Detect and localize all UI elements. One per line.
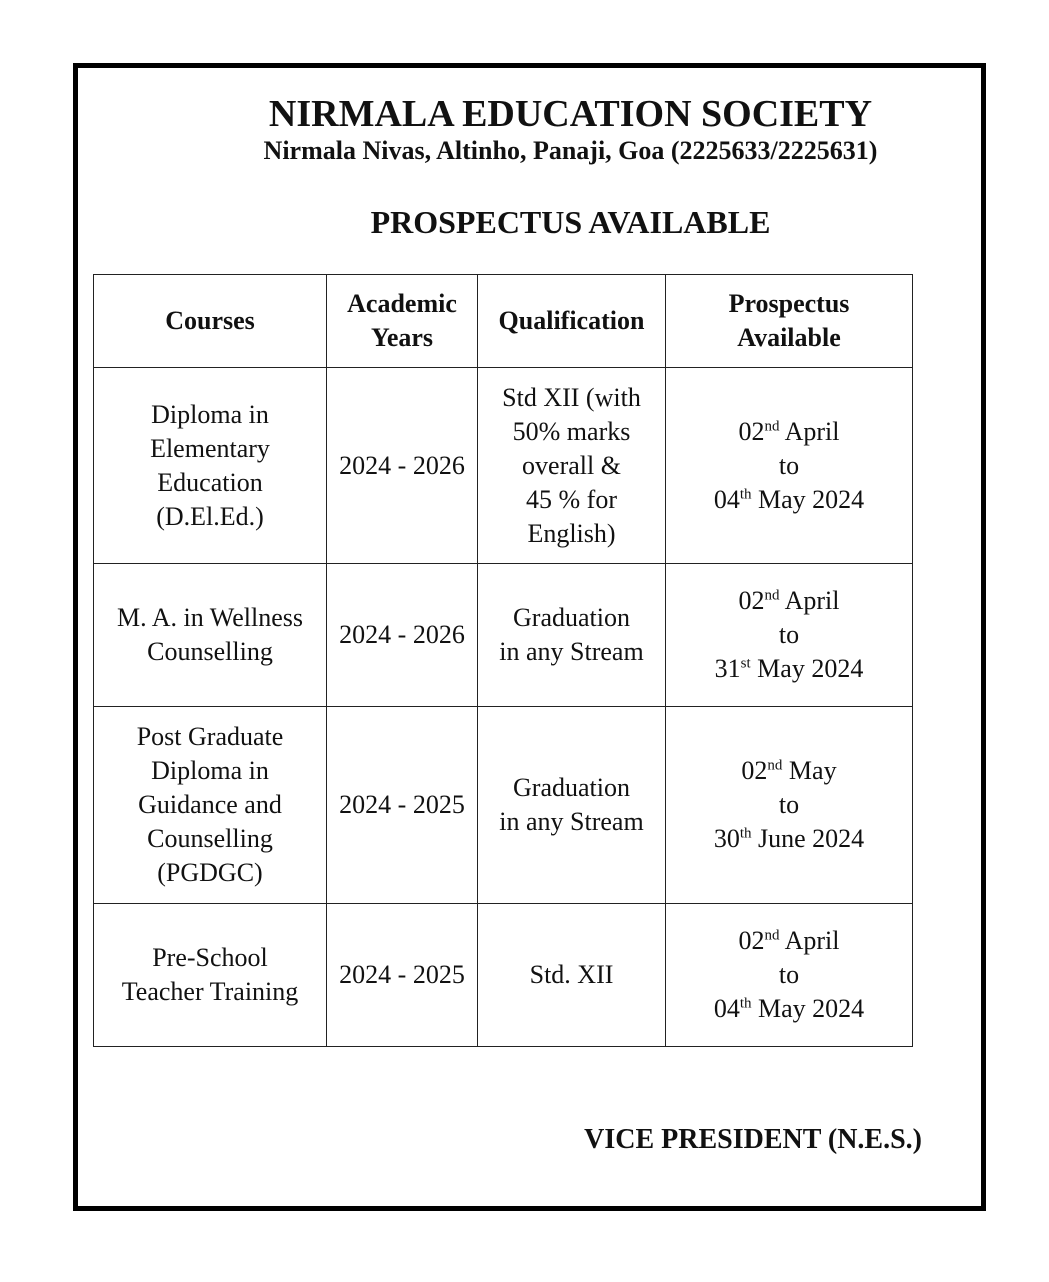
course-name: Pre-School Teacher Training — [94, 904, 327, 1047]
to-day-suffix: th — [739, 825, 752, 842]
course-name: Diploma in Elementary Education (D.El.Ed.) — [94, 368, 327, 564]
qualification: Graduation in any Stream — [478, 564, 666, 707]
from-day: 02 — [741, 756, 768, 785]
qualification: Std XII (with 50% marks overall & 45 % for English) — [478, 368, 666, 564]
organization-address: Nirmala Nivas, Altinho, Panaji, Goa (2225633/2225631) — [263, 136, 878, 165]
qualification: Std. XII — [478, 904, 666, 1047]
from-day-suffix: nd — [764, 417, 780, 434]
academic-years: 2024 - 2026 — [327, 564, 478, 707]
table-header-row — [94, 275, 913, 368]
availability-dates — [666, 564, 913, 707]
header-academic-years: Academic Years — [327, 275, 478, 368]
availability-to — [672, 483, 906, 517]
availability-dates — [666, 904, 913, 1047]
courses-table — [93, 274, 913, 1047]
availability-to — [672, 652, 906, 686]
availability-from — [672, 584, 906, 618]
availability-from — [672, 924, 906, 958]
from-month: April — [784, 416, 840, 446]
academic-years: 2024 - 2025 — [327, 707, 478, 904]
from-day: 02 — [738, 926, 765, 955]
table-row — [94, 564, 913, 707]
to-day: 04 — [713, 994, 740, 1023]
table-row — [94, 707, 913, 904]
to-day: 30 — [713, 824, 740, 853]
to-day-suffix: st — [740, 655, 751, 672]
to-day: 04 — [713, 484, 740, 514]
header-courses: Courses — [94, 275, 327, 368]
availability-to-word: to — [778, 450, 800, 480]
availability-to-word: to — [778, 790, 800, 819]
to-day: 31 — [714, 654, 741, 683]
organization-name: NIRMALA EDUCATION SOCIETY — [268, 93, 873, 135]
availability-to-word: to — [778, 620, 800, 649]
from-day: 02 — [738, 416, 765, 446]
availability-dates — [666, 368, 913, 564]
to-day-suffix: th — [739, 485, 752, 502]
availability-to — [672, 992, 906, 1026]
from-day-suffix: nd — [767, 757, 783, 774]
qualification: Graduation in any Stream — [478, 707, 666, 904]
academic-years: 2024 - 2025 — [327, 904, 478, 1047]
table-row — [94, 904, 913, 1047]
signatory: VICE PRESIDENT (N.E.S.) — [584, 1124, 922, 1155]
to-month-year: May 2024 — [757, 654, 864, 683]
from-month: May — [788, 756, 837, 785]
from-day-suffix: nd — [764, 587, 780, 604]
from-day: 02 — [738, 586, 765, 615]
course-name: M. A. in Wellness Counselling — [94, 564, 327, 707]
table-row — [94, 368, 913, 564]
from-month: April — [784, 586, 840, 615]
availability-from — [672, 415, 906, 449]
course-name: Post Graduate Diploma in Guidance and Counselling (PGDGC) — [94, 707, 327, 904]
to-month-year: June 2024 — [758, 824, 865, 853]
to-day-suffix: th — [739, 995, 752, 1012]
from-month: April — [784, 926, 840, 955]
availability-dates — [666, 707, 913, 904]
availability-to — [672, 822, 906, 856]
availability-from — [672, 754, 906, 788]
header-qualification: Qualification — [478, 275, 666, 368]
to-month-year: May 2024 — [758, 994, 865, 1023]
to-month-year: May 2024 — [758, 484, 865, 514]
notice-title: PROSPECTUS AVAILABLE — [370, 204, 771, 240]
academic-years: 2024 - 2026 — [327, 368, 478, 564]
from-day-suffix: nd — [764, 927, 780, 944]
availability-to-word: to — [778, 960, 800, 989]
header-prospectus-available: Prospectus Available — [666, 275, 913, 368]
